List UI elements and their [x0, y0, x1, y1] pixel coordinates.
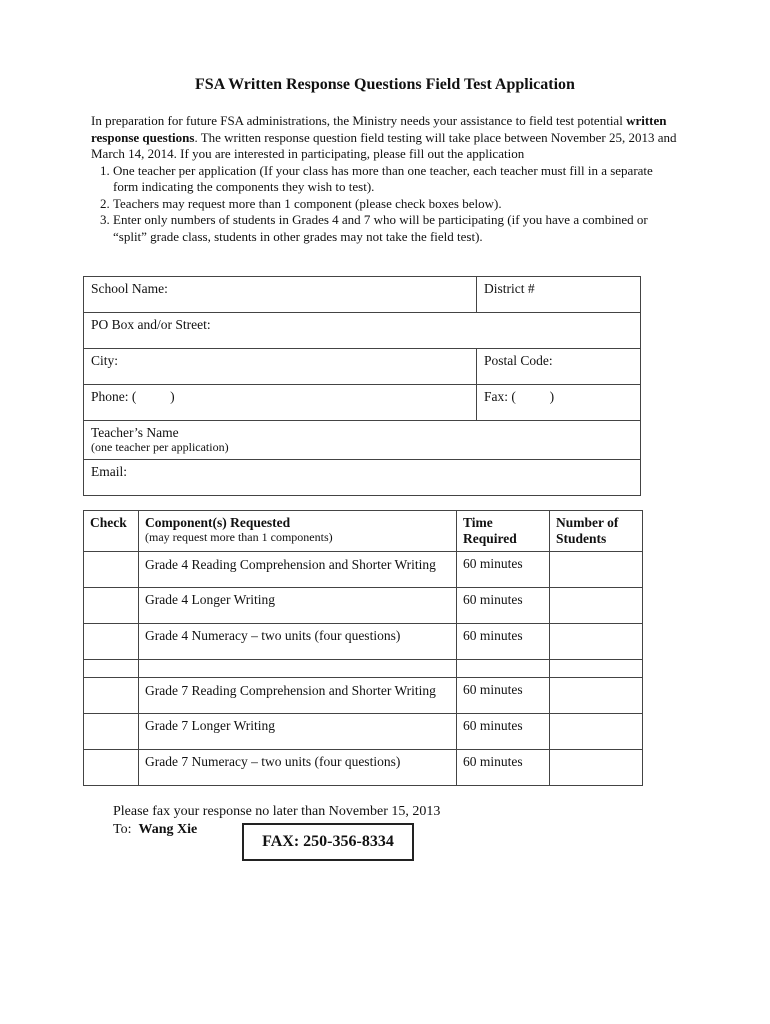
check-cell[interactable]: [84, 660, 139, 678]
city-field[interactable]: City:: [84, 349, 477, 385]
table-row: [84, 624, 643, 660]
component-header-note: (may request more than 1 components): [145, 530, 333, 544]
fax-number-box: FAX: 250-356-8334: [242, 823, 414, 861]
recipient-name: Wang Xie: [138, 822, 198, 837]
time-cell: 60 minutes: [457, 624, 550, 660]
intro-paragraph: [91, 113, 681, 163]
school-name-field[interactable]: School Name:: [84, 277, 477, 313]
intro-text-1: In preparation for future FSA administrations, the Ministry needs your assistance to field test potential: [91, 113, 623, 128]
table-row: [84, 678, 643, 714]
district-field[interactable]: District #: [477, 277, 641, 313]
to-label: To:: [113, 822, 132, 837]
intro-list-item: 2. Teachers may request more than 1 component (please check boxes below).: [113, 196, 681, 213]
check-cell[interactable]: [84, 624, 139, 660]
table-row: [84, 750, 643, 786]
table-row: [84, 660, 643, 678]
teacher-name-field[interactable]: Teacher’s Name (one teacher per application): [84, 421, 641, 460]
teacher-note: (one teacher per application): [91, 440, 229, 454]
time-cell: [457, 660, 550, 678]
po-box-field[interactable]: PO Box and/or Street:: [84, 313, 641, 349]
check-cell[interactable]: [84, 750, 139, 786]
time-header: Time Required: [457, 511, 550, 552]
intro-list-item: 3. Enter only numbers of students in Grades 4 and 7 who will be participating (if you have a combined or “split” grade class, students in other grades may not take the field test).: [113, 212, 681, 245]
phone-field[interactable]: Phone: ( ): [84, 385, 477, 421]
students-cell[interactable]: [550, 660, 643, 678]
table-row: [84, 714, 643, 750]
table-header-row: [84, 511, 643, 552]
time-cell: 60 minutes: [457, 714, 550, 750]
component-header: Component(s) Requested (may request more than 1 components): [139, 511, 457, 552]
intro-bold-text: written response questions: [91, 113, 667, 145]
time-cell: 60 minutes: [457, 588, 550, 624]
check-header: Check: [84, 511, 139, 552]
intro-section: [91, 113, 681, 245]
students-header: Number of Students: [550, 511, 643, 552]
table-row: [84, 588, 643, 624]
check-cell[interactable]: [84, 552, 139, 588]
check-cell[interactable]: [84, 678, 139, 714]
fax-field[interactable]: Fax: ( ): [477, 385, 641, 421]
component-cell: Grade 4 Reading Comprehension and Shorter Writing: [139, 552, 457, 588]
email-field[interactable]: Email:: [84, 460, 641, 496]
component-cell: [139, 660, 457, 678]
components-table: [83, 510, 643, 786]
time-cell: 60 minutes: [457, 678, 550, 714]
time-cell: 60 minutes: [457, 750, 550, 786]
check-cell[interactable]: [84, 588, 139, 624]
component-cell: Grade 7 Numeracy – two units (four questions): [139, 750, 457, 786]
students-cell[interactable]: [550, 714, 643, 750]
component-cell: Grade 7 Longer Writing: [139, 714, 457, 750]
students-cell[interactable]: [550, 624, 643, 660]
table-row: [84, 552, 643, 588]
students-cell[interactable]: [550, 552, 643, 588]
intro-list-item: 1. One teacher per application (If your class has more than one teacher, each teacher must fill in a separate form indicating the components they wish to test).: [113, 163, 681, 196]
page-title: FSA Written Response Questions Field Test Application: [195, 76, 575, 93]
postal-code-field[interactable]: Postal Code:: [477, 349, 641, 385]
students-cell[interactable]: [550, 678, 643, 714]
students-cell[interactable]: [550, 588, 643, 624]
component-cell: Grade 4 Longer Writing: [139, 588, 457, 624]
component-cell: Grade 7 Reading Comprehension and Shorter Writing: [139, 678, 457, 714]
intro-text-2: . The written response question field testing will take place between November 25, 2013 and March 14, 2014. If you are interested in participating, please fill out the application: [91, 129, 677, 161]
time-cell: 60 minutes: [457, 552, 550, 588]
intro-list: [91, 163, 681, 246]
students-cell[interactable]: [550, 750, 643, 786]
component-cell: Grade 4 Numeracy – two units (four questions): [139, 624, 457, 660]
school-info-table: [83, 276, 641, 496]
fax-instruction: Please fax your response no later than November 15, 2013: [113, 804, 441, 819]
check-cell[interactable]: [84, 714, 139, 750]
